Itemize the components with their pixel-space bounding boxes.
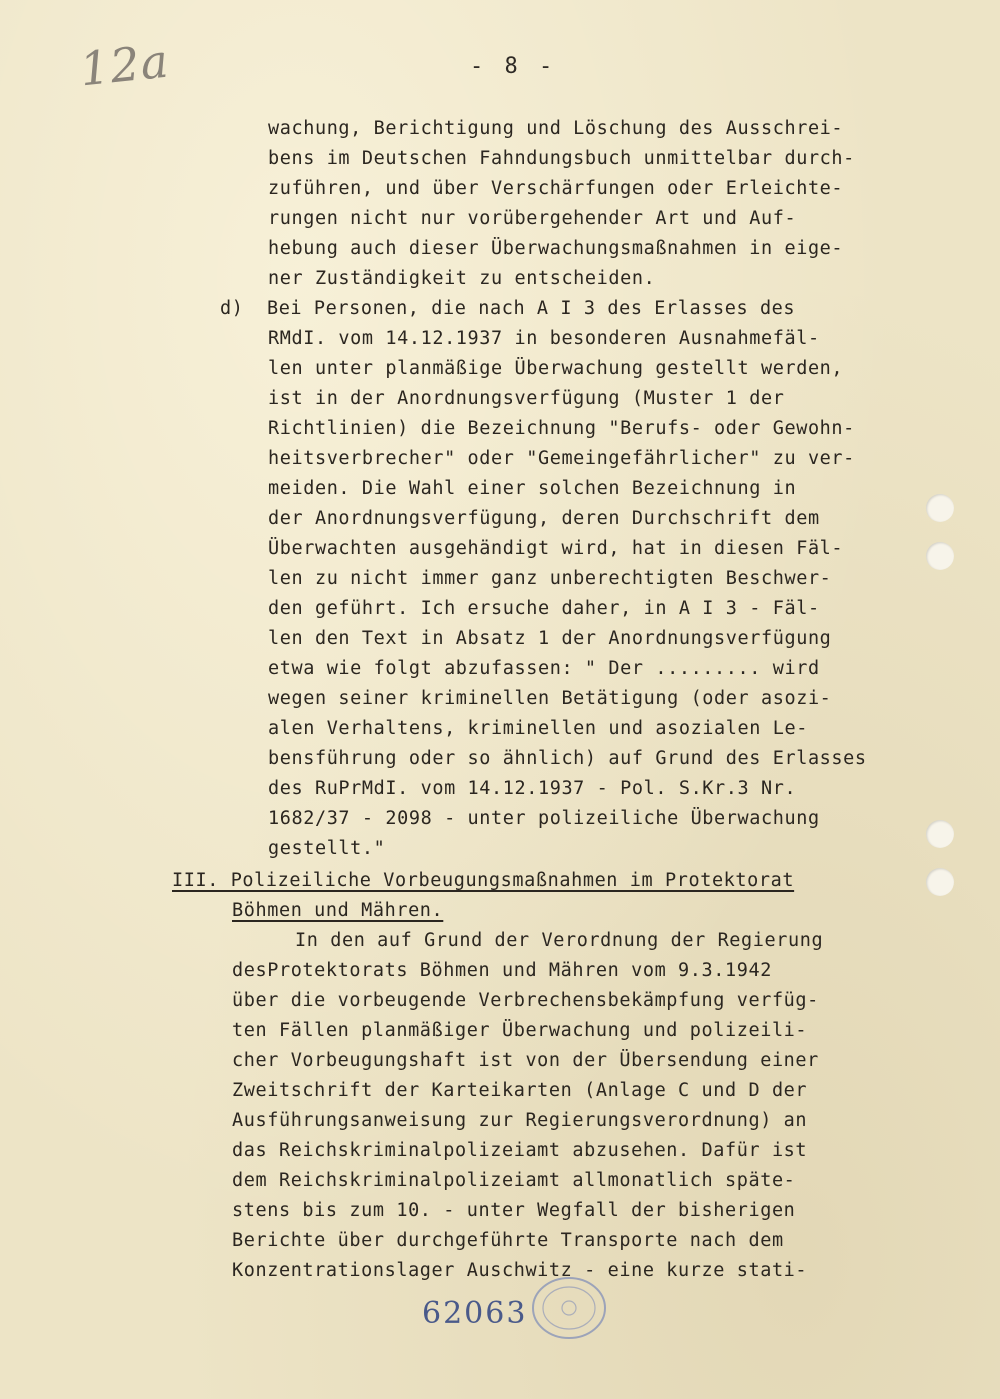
text-line: ner Zuständigkeit zu entscheiden. <box>268 268 656 289</box>
text-line: len unter planmäßige Überwachung gestellt werden, <box>268 358 844 379</box>
list-item-d-line: d) Bei Personen, die nach A I 3 des Erlasses des <box>220 298 796 319</box>
text-line: meiden. Die Wahl einer solchen Bezeichnung in <box>268 478 797 499</box>
text-line: ist in der Anordnungsverfügung (Muster 1 der <box>268 388 785 409</box>
punch-hole <box>926 542 954 570</box>
text-line: hebung auch dieser Überwachungsmaßnahmen in eige- <box>268 238 844 259</box>
text-line: zuführen, und über Verschärfungen oder Erleichte- <box>268 178 844 199</box>
handwritten-page-note: 12a <box>77 33 172 97</box>
text-line: Ausführungsanweisung zur Regierungsverordnung) an <box>232 1110 808 1131</box>
text-line: Überwachten ausgehändigt wird, hat in diesen Fäl- <box>268 538 844 559</box>
paragraph-first-line: In den auf Grund der Verordnung der Regierung <box>295 930 824 951</box>
text-line: Richtlinien) die Bezeichnung "Berufs- oder Gewohn- <box>268 418 855 439</box>
page-number: - 8 - <box>470 54 557 79</box>
text-line: das Reichskriminalpolizeiamt abzusehen. Dafür ist <box>232 1140 808 1161</box>
text-line: über die vorbeugende Verbrechensbekämpfung verfüg- <box>232 990 819 1011</box>
archive-number: 62063 <box>422 1296 528 1331</box>
archive-stamp-icon <box>528 1274 610 1342</box>
text-line: heitsverbrecher" oder "Gemeingefährlicher" zu ver- <box>268 448 855 469</box>
text-line: ten Fällen planmäßiger Überwachung und polizeili- <box>232 1020 808 1041</box>
text-line: wegen seiner kriminellen Betätigung (oder asozi- <box>268 688 832 709</box>
punch-hole <box>926 494 954 522</box>
section-heading-line: Böhmen und Mähren. <box>232 900 444 921</box>
punch-hole <box>926 868 954 896</box>
text-line: RMdI. vom 14.12.1937 in besonderen Ausnahmefäl- <box>268 328 820 349</box>
text-line: dem Reichskriminalpolizeiamt allmonatlich späte- <box>232 1170 796 1191</box>
text-line: cher Vorbeugungshaft ist von der Übersendung einer <box>232 1050 819 1071</box>
text-line: alen Verhaltens, kriminellen und asozialen Le- <box>268 718 808 739</box>
punch-hole <box>926 820 954 848</box>
text-line: len zu nicht immer ganz unberechtigten Beschwer- <box>268 568 832 589</box>
text-line: len den Text in Absatz 1 der Anordnungsverfügung <box>268 628 832 649</box>
text-line: wachung, Berichtigung und Löschung des Ausschrei- <box>268 118 844 139</box>
text-line: des RuPrMdI. vom 14.12.1937 - Pol. S.Kr.3 Nr. <box>268 778 797 799</box>
section-heading-line: III. Polizeiliche Vorbeugungsmaßnahmen im Protektorat <box>172 870 795 891</box>
text-line: Berichte über durchgeführte Transporte nach dem <box>232 1230 784 1251</box>
text-line: etwa wie folgt abzufassen: " Der ......... wird <box>268 658 820 679</box>
text-line: stens bis zum 10. - unter Wegfall der bisherigen <box>232 1200 796 1221</box>
text-line: desProtektorats Böhmen und Mähren vom 9.3.1942 <box>232 960 772 981</box>
text-line: bensführung oder so ähnlich) auf Grund des Erlasses <box>268 748 867 769</box>
text-line: Konzentrationslager Auschwitz - eine kurze stati- <box>232 1260 808 1281</box>
text-line: Zweitschrift der Karteikarten (Anlage C und D der <box>232 1080 808 1101</box>
text-line: rungen nicht nur vorübergehender Art und Auf- <box>268 208 797 229</box>
text-line: der Anordnungsverfügung, deren Durchschrift dem <box>268 508 820 529</box>
text-line: gestellt." <box>268 838 386 859</box>
text-line: bens im Deutschen Fahndungsbuch unmittelbar durch- <box>268 148 855 169</box>
text-line: 1682/37 - 2098 - unter polizeiliche Überwachung <box>268 808 820 829</box>
text-line: den geführt. Ich ersuche daher, in A I 3 - Fäl- <box>268 598 820 619</box>
